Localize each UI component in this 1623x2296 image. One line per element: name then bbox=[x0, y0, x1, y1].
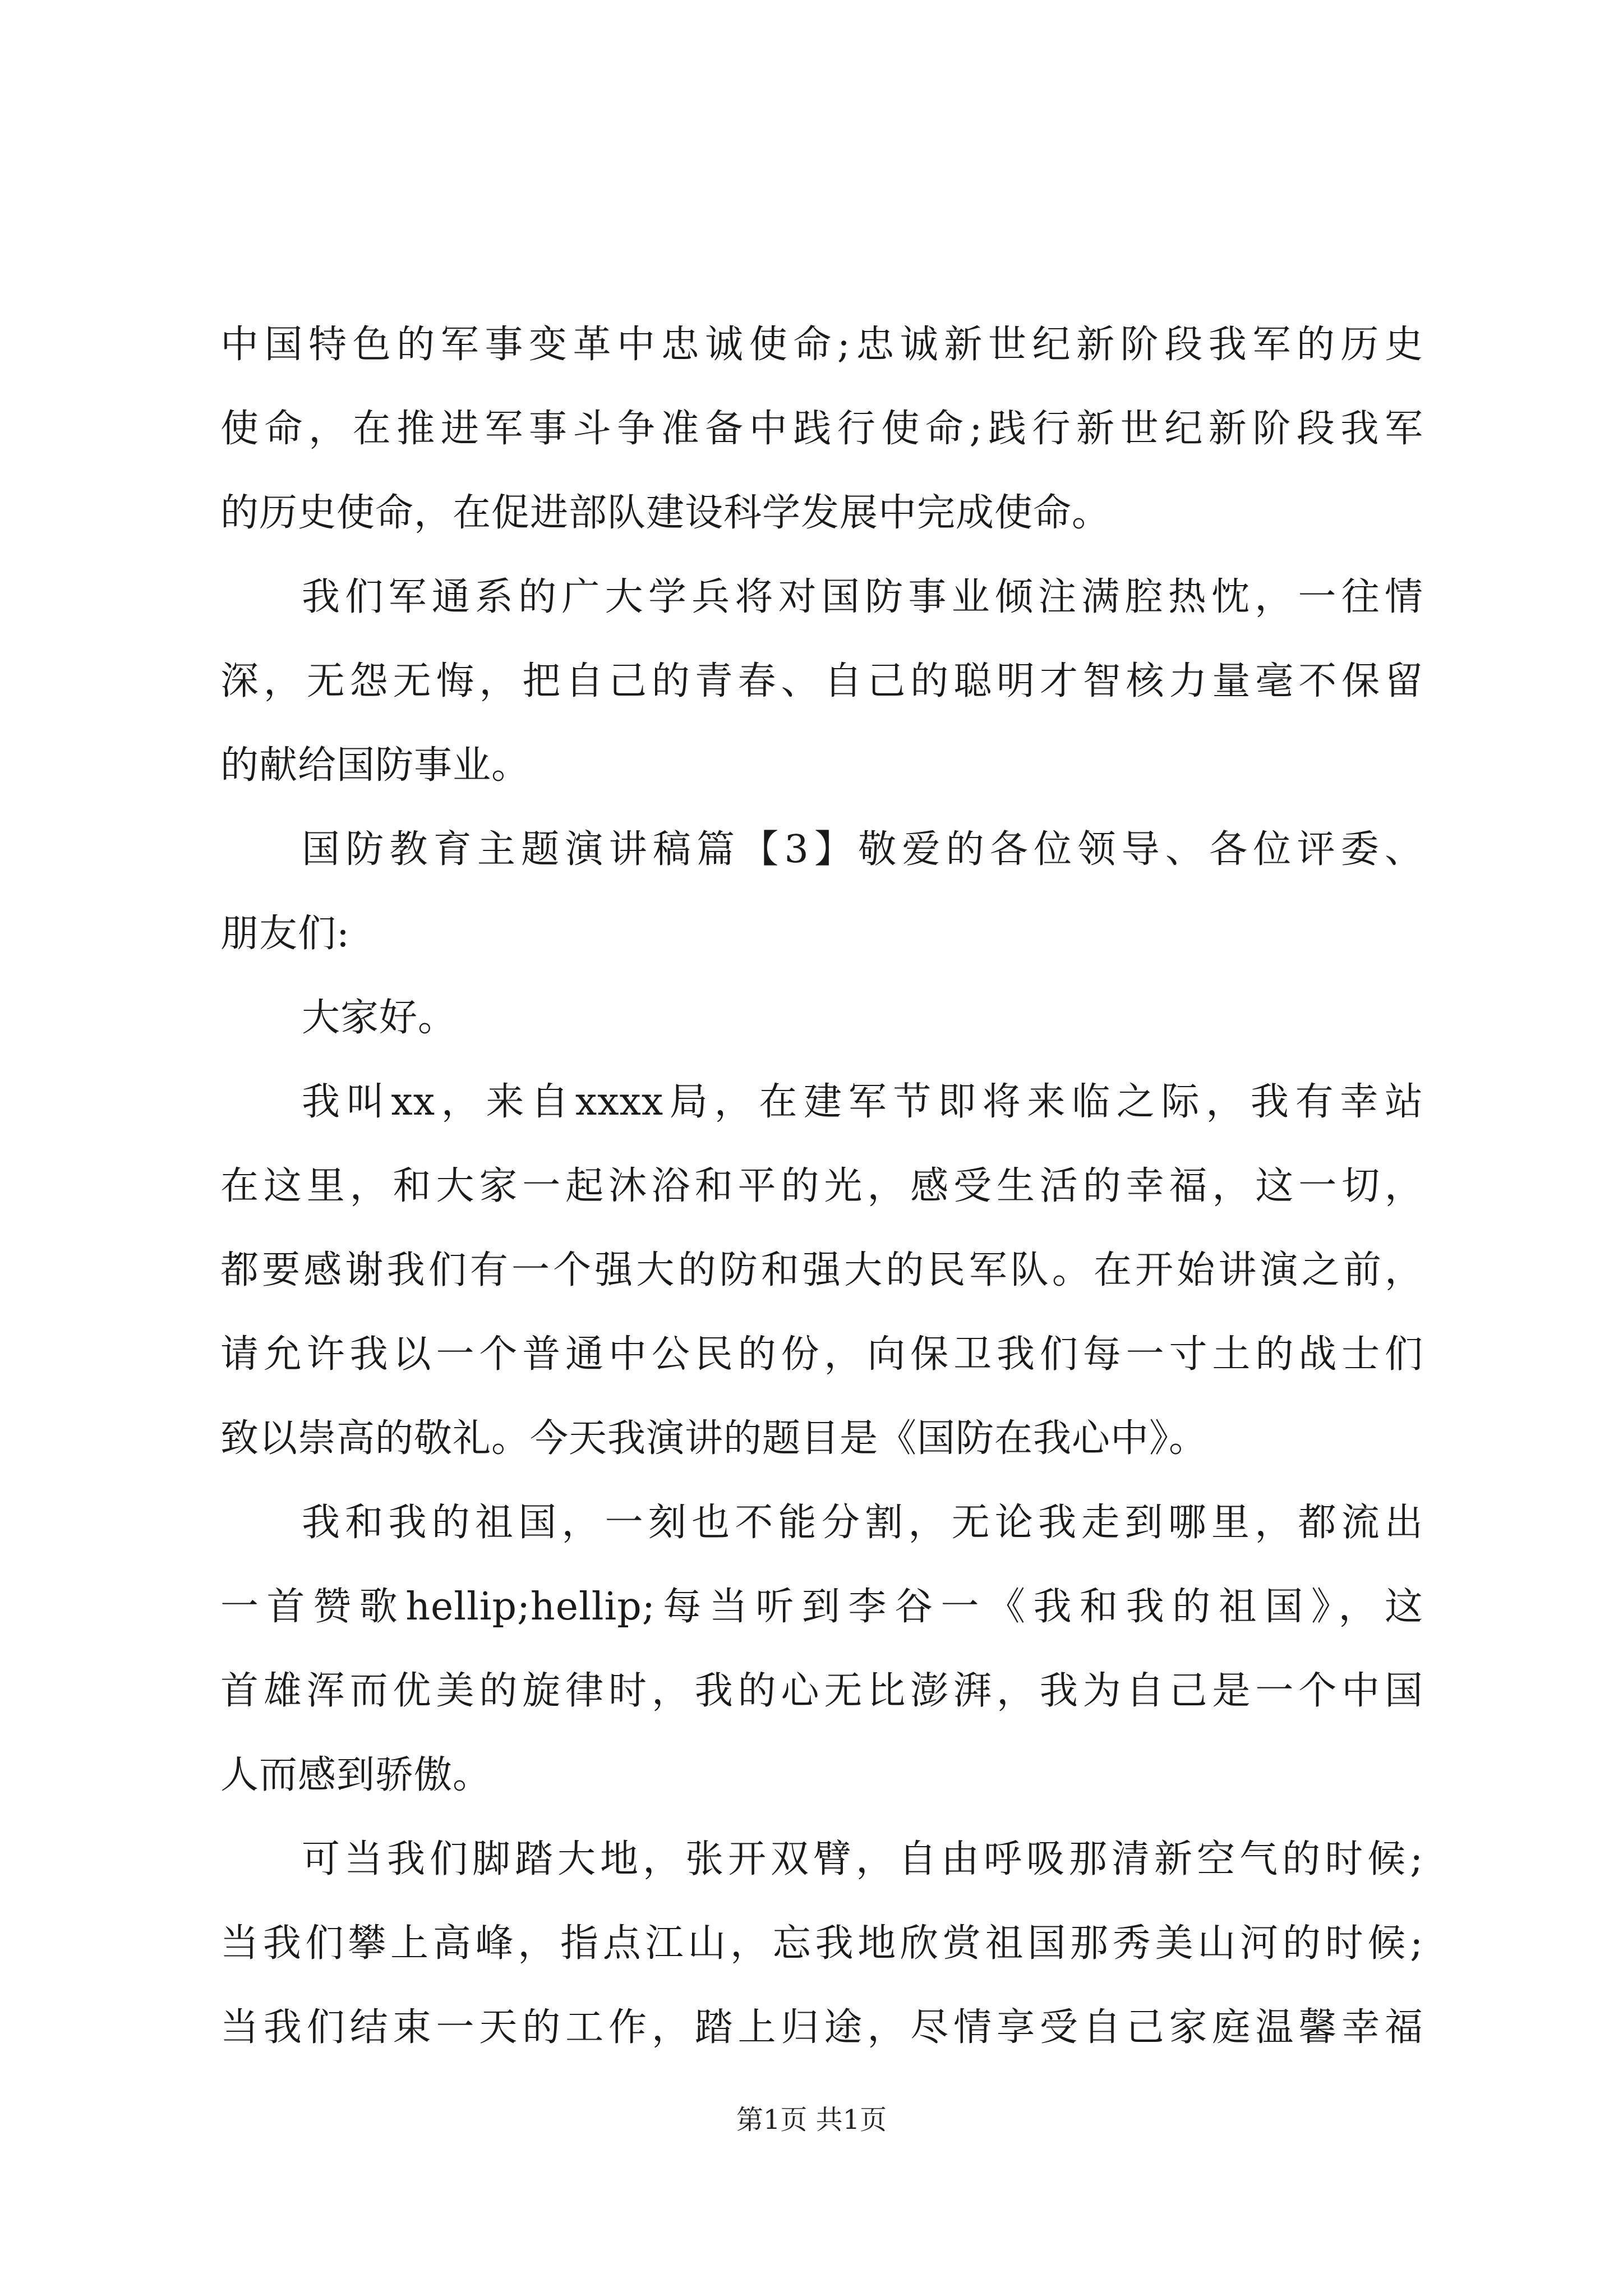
text-line: 当我们攀上高峰，指点江山，忘我地欣赏祖国那秀美山河的时候; bbox=[220, 1921, 1423, 1966]
text-line: 请允许我以一个普通中公民的份，向保卫我们每一寸土的战士们 bbox=[220, 1332, 1423, 1377]
text-line: 大家好。 bbox=[302, 996, 457, 1040]
text-line: 中国特色的军事变革中忠诚使命;忠诚新世纪新阶段我军的历史 bbox=[220, 323, 1423, 367]
document-body bbox=[220, 303, 1423, 2070]
text-line: 人而感到骄傲。 bbox=[220, 1753, 492, 1797]
text-line: 朋友们: bbox=[220, 912, 350, 956]
text-line: 致以崇高的敬礼。今天我演讲的题目是《国防在我心中》。 bbox=[220, 1416, 1208, 1461]
text-line: 可当我们脚踏大地，张开双臂，自由呼吸那清新空气的时候; bbox=[302, 1837, 1423, 1881]
text-line: 使命，在推进军事斗争准备中践行使命;践行新世纪新阶段我军 bbox=[220, 407, 1423, 451]
page-number-label: 第1页 共1页 bbox=[736, 2104, 887, 2136]
text-line: 都要感谢我们有一个强大的防和强大的民军队。在开始讲演之前， bbox=[220, 1248, 1423, 1292]
text-line: 的历史使命，在促进部队建设科学发展中完成使命。 bbox=[220, 491, 1111, 535]
text-line: 一首赞歌hellip;hellip;每当听到李谷一《我和我的祖国》，这 bbox=[220, 1585, 1423, 1629]
text-line: 深，无怨无悔，把自己的青春、自己的聪明才智核力量毫不保留 bbox=[220, 659, 1423, 703]
text-line: 当我们结束一天的工作，踏上归途，尽情享受自己家庭温馨幸福 bbox=[220, 2005, 1423, 2050]
text-line: 我们军通系的广大学兵将对国防事业倾注满腔热忱，一往情 bbox=[302, 575, 1423, 619]
text-line: 国防教育主题演讲稿篇【3】敬爱的各位领导、各位评委、 bbox=[302, 827, 1423, 872]
text-line: 在这里，和大家一起沐浴和平的光，感受生活的幸福，这一切， bbox=[220, 1164, 1423, 1208]
text-line: 我和我的祖国，一刻也不能分割，无论我走到哪里，都流出 bbox=[302, 1501, 1423, 1545]
text-line: 我叫xx，来自xxxx局，在建军节即将来临之际，我有幸站 bbox=[302, 1080, 1423, 1124]
page-footer bbox=[0, 2098, 1623, 2137]
text-line: 首雄浑而优美的旋律时，我的心无比澎湃，我为自己是一个中国 bbox=[220, 1669, 1423, 1713]
text-line: 的献给国防事业。 bbox=[220, 743, 531, 788]
